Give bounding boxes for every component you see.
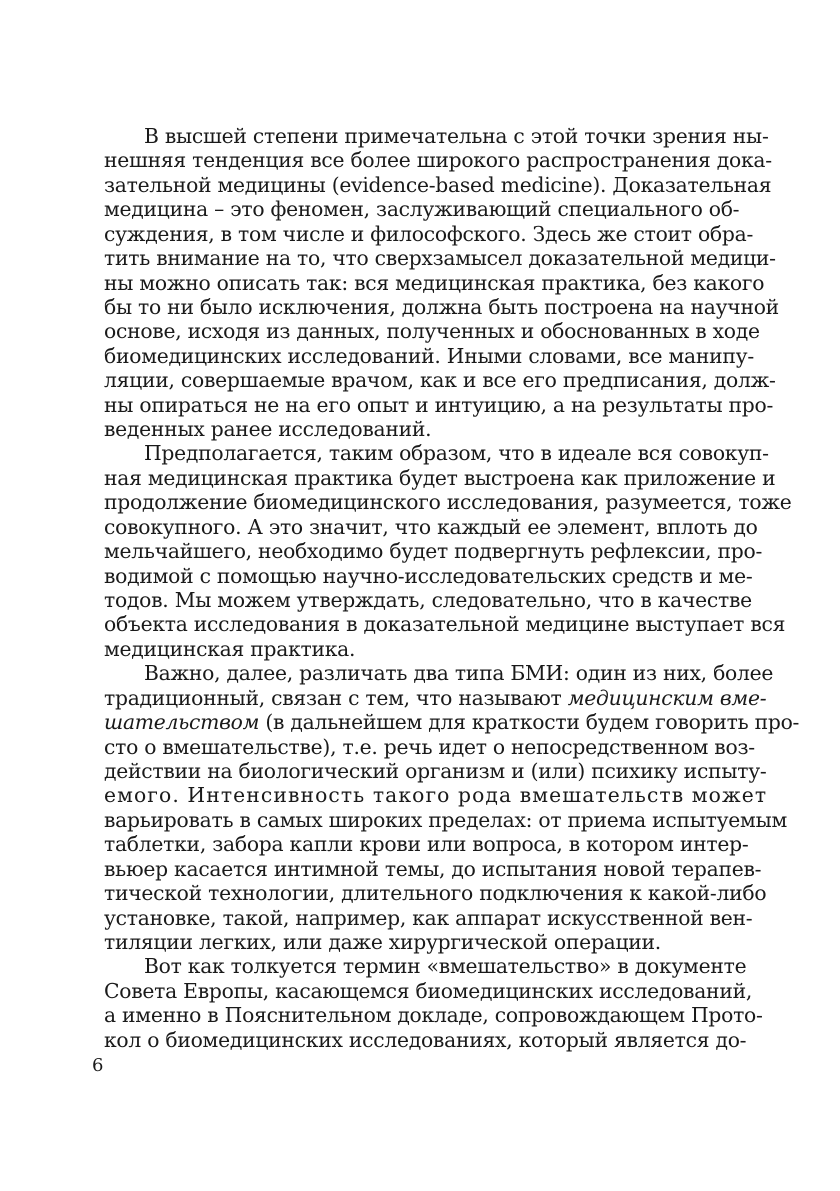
paragraph-2 [104,441,792,661]
text-line: нешняя тенденция все более широкого распространения дока- [104,148,772,173]
text-line: тиляции легких, или даже хирургической операции. [104,929,661,954]
paragraph-4 [104,954,763,1052]
text-line: вьюер касается интимной темы, до испытания новой терапев- [104,856,762,881]
text-line: медицина – это феномен, заслуживающий специального об- [104,197,740,222]
text-line: действии на биологический организм и (или) психику испыту- [104,758,767,783]
text-line: зательной медицины (evidence-based medicine). Доказательная [104,172,772,197]
text-line: ны можно описать так: вся медицинская практика, без какого [104,270,765,295]
text-line: ны опираться не на его опыт и интуицию, а на результаты про- [104,392,774,417]
text-line: таблетки, забора капли крови или вопроса, в котором интер- [104,832,749,857]
text-line: тодов. Мы можем утверждать, следовательно, что в качестве [104,588,752,613]
paragraph-3 [104,661,800,954]
text-line: тической технологии, длительного подключения к какой-либо [104,881,767,906]
text-line: тить внимание на то, что сверхзамысел доказательной медици- [104,246,776,271]
emphasis-term-continued: шательством [104,710,260,735]
page-number: 6 [92,1055,104,1076]
text-line: бы то ни было исключения, должна быть построена на научной [104,294,779,319]
text-line: медицинская практика. [104,636,356,661]
text-line: совокупного. А это значит, что каждый ее элемент, вплоть до [104,514,758,539]
text-line-with-emphasis [104,685,767,710]
text-line: биомедицинских исследований. Иными словами, все манипу- [104,343,754,368]
text-segment: (в дальнейшем для краткости будем говорить про- [265,710,800,735]
text-line: ная медицинская практика будет выстроена как приложение и [104,465,776,490]
text-line: продолжение биомедицинского исследования, разумеется, тоже [104,490,792,515]
text-line: В высшей степени примечательна с этой точки зрения ны- [144,124,769,148]
text-line: веденных ранее исследований. [104,417,432,442]
text-line: а именно в Пояснительном докладе, сопровождающем Прото- [104,1003,763,1028]
text-line: Вот как толкуется термин «вмешательство» в документе [144,954,747,979]
text-line: Предполагается, таким образом, что в идеале вся совокуп- [144,441,769,466]
text-line: водимой с помощью научно-исследовательских средств и ме- [104,563,753,588]
text-line: установке, такой, например, как аппарат искусственной вен- [104,905,753,930]
paragraph-1 [104,124,779,442]
text-line-with-emphasis [104,710,800,735]
text-line: кол о биомедицинских исследованиях, который является до- [104,1027,747,1052]
text-segment: традиционный, связан с тем, что называют [104,685,562,710]
text-line: объекта исследования в доказательной медицине выступает вся [104,612,786,637]
page-body [104,124,800,1052]
text-line: ляции, совершаемые врачом, как и все его предписания, долж- [104,368,776,393]
emphasis-term: медицинским вме- [567,685,767,710]
text-line: емого. Интенсивность такого рода вмешательств может [104,783,768,808]
text-line: Совета Европы, касающемся биомедицинских исследований, [104,978,753,1003]
text-line: варьировать в самых широких пределах: от приема испытуемым [104,807,788,832]
text-line: Важно, далее, различать два типа БМИ: один из них, более [144,661,774,686]
text-line: суждения, в том числе и философского. Здесь же стоит обра- [104,221,754,246]
text-line: мельчайшего, необходимо будет подвергнуть рефлексии, про- [104,539,763,564]
text-line: сто о вмешательстве), т.е. речь идет о непосредственном воз- [104,734,755,759]
text-line: основе, исходя из данных, полученных и обоснованных в ходе [104,319,760,344]
